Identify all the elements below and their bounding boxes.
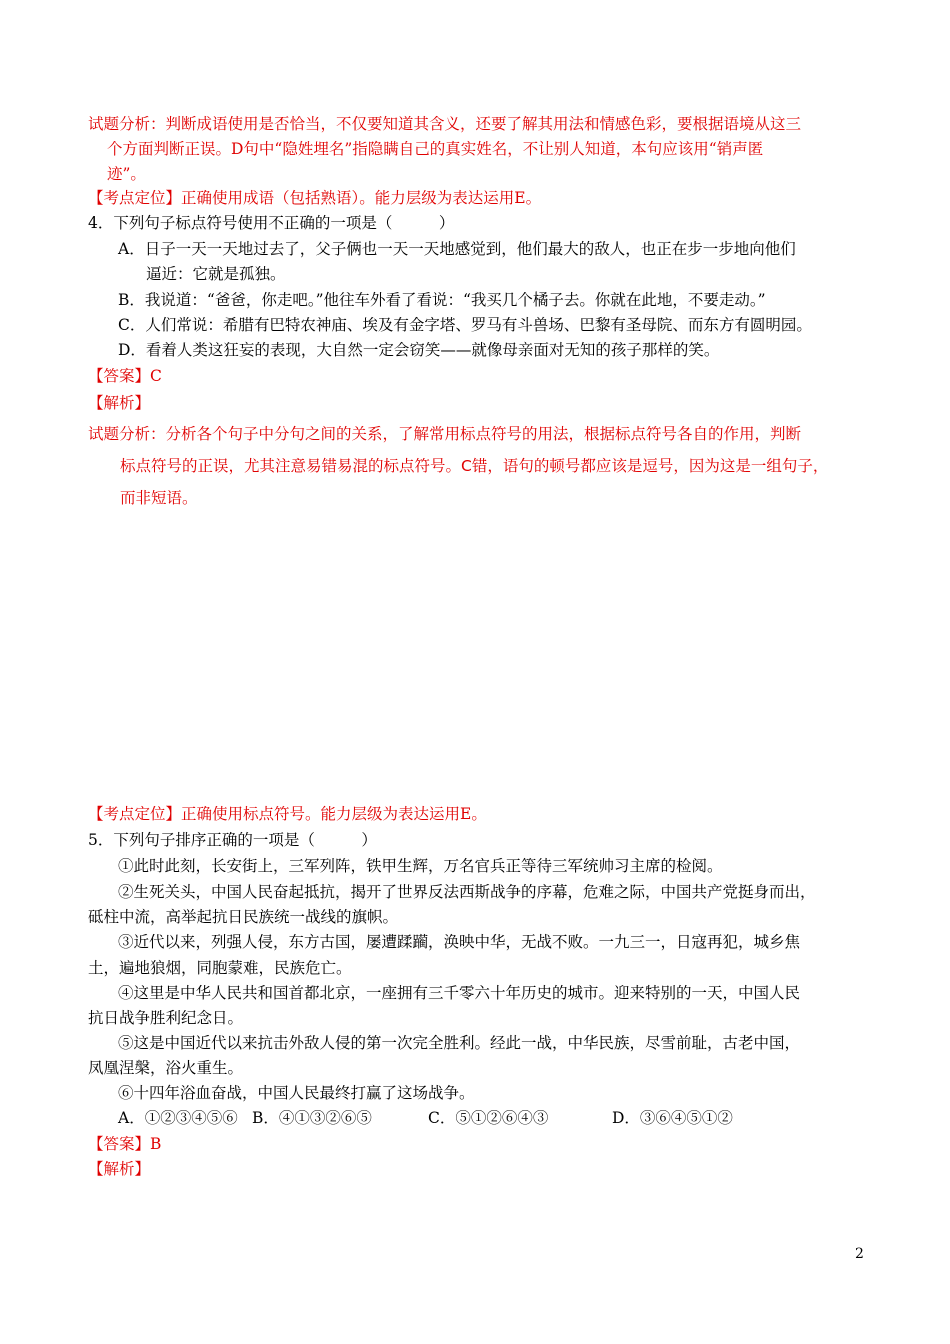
q5-sentence-5-line-1: ⑤这是中国近代以来抗击外敌人侵的第一次完全胜利。经此一战，中华民族，尽雪前耻，古老中国， [118,1034,801,1052]
q5-sentence-2-line-2: 砥柱中流，高举起抗日民族统一战线的旗帜。 [88,908,399,926]
q5-sentence-4-line-1: ④这里是中华人民共和国首都北京，一座拥有三千零六十年历史的城市。迎来特别的一天，中国人民 [118,984,801,1002]
q5-sentence-6: ⑥十四年浴血奋战，中国人民最终打赢了这场战争。 [118,1084,475,1102]
q5-answer: 【答案】B [88,1135,162,1153]
q4-analysis-line-2: 标点符号的正误，尤其注意易错易混的标点符号。C错，语句的顿号都应该是逗号，因为这是一组句子， [120,457,829,475]
q4-option-a-line-2: 逼近：它就是孤独。 [146,265,286,283]
q5-stem: 5．下列句子排序正确的一项是（ ） [88,831,377,849]
q4-analysis-line-3: 而非短语。 [120,489,198,507]
q5-sentence-2-line-1: ②生死关头，中国人民奋起抵抗，揭开了世界反法西斯战争的序幕，危难之际，中国共产党挺身而出， [118,883,816,901]
q4-kaodian: 【考点定位】正确使用标点符号。能力层级为表达运用E。 [88,805,487,823]
q4-analysis-line-1: 试题分析：分析各个句子中分句之间的关系，了解常用标点符号的用法，根据标点符号各自的作用，判断 [88,425,802,443]
q4-option-c: C．人们常说：希腊有巴特农神庙、埃及有金字塔、罗马有斗兽场、巴黎有圣母院、而东方有圆明园。 [118,316,812,334]
q5-option-b: B．④①③②⑥⑤ [252,1109,372,1127]
q5-sentence-4-line-2: 抗日战争胜利纪念日。 [88,1009,244,1027]
q5-sentence-1: ①此时此刻，长安街上，三军列阵，铁甲生辉，万名官兵正等待三军统帅习主席的检阅。 [118,857,723,875]
q4-option-d: D．看着人类这狂妄的表现，大自然一定会窃笑——就像母亲面对无知的孩子那样的笑。 [118,341,720,359]
page-number: 2 [855,1246,864,1262]
q5-option-d: D．③⑥④⑤①② [612,1109,733,1127]
q5-sentence-3-line-2: 土，遍地狼烟，同胞蒙难，民族危亡。 [88,959,352,977]
q4-jiexi: 【解析】 [88,394,151,412]
q5-jiexi: 【解析】 [88,1160,151,1178]
q3-kaodian: 【考点定位】正确使用成语（包括熟语）。能力层级为表达运用E。 [88,189,542,207]
q4-answer: 【答案】C [88,367,162,385]
q3-analysis-line-2: 个方面判断正误。D句中“隐姓埋名”指隐瞒自己的真实姓名，不让别人知道，本句应该用“销声匿 [107,140,764,158]
q4-stem: 4．下列句子标点符号使用不正确的一项是（ ） [88,214,455,232]
q4-option-b: B．我说道：“爸爸，你走吧。”他往车外看了看说：“我买几个橘子去。你就在此地，不要走动。” [118,291,766,309]
q5-sentence-5-line-2: 凤凰涅槃，浴火重生。 [88,1059,244,1077]
q3-analysis-line-1: 试题分析：判断成语使用是否恰当，不仅要知道其含义，还要了解其用法和情感色彩，要根据语境从这三 [88,115,802,133]
q5-option-c: C．⑤①②⑥④③ [428,1109,549,1127]
q5-option-a: A．①②③④⑤⑥ [118,1109,238,1127]
q4-option-a-line-1: A．日子一天一天地过去了，父子俩也一天一天地感觉到，他们最大的敌人，也正在步一步地向他们 [118,240,796,258]
q5-sentence-3-line-1: ③近代以来，列强人侵，东方古国，屡遭蹂躏，涣映中华，无战不败。一九三一，日寇再犯，城乡焦 [118,933,801,951]
q3-analysis-line-3: 迹”。 [107,165,146,183]
